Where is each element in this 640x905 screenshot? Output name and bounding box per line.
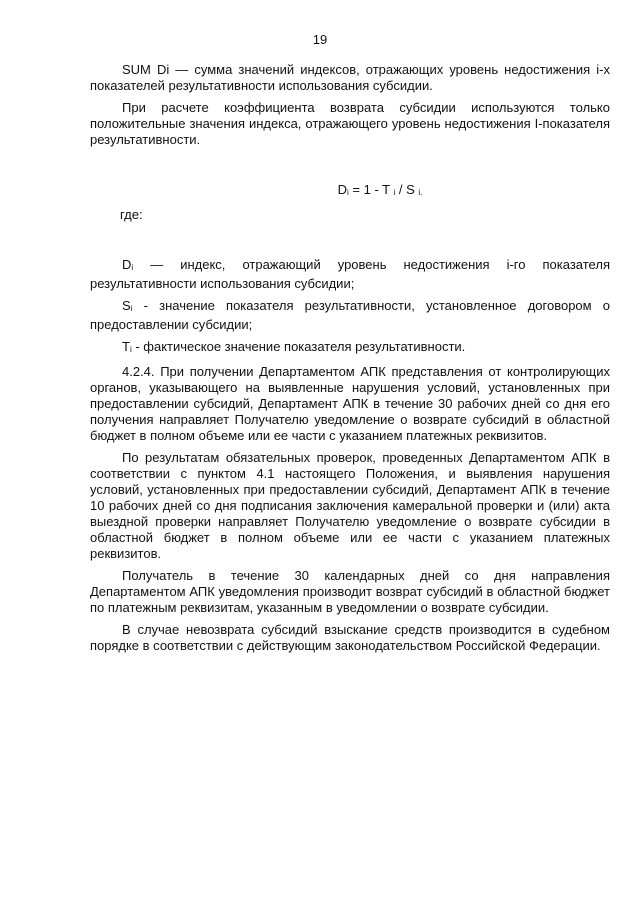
formula-middle: = 1 - T xyxy=(348,182,394,197)
definition-s-symbol: S xyxy=(122,298,131,313)
page-number: 19 xyxy=(312,32,328,47)
formula-d-symbol: D xyxy=(337,182,347,197)
definition-d xyxy=(90,257,610,292)
where-label: где: xyxy=(120,207,143,222)
definition-d-text: — индекс, отражающий уровень недостижения i-го показателя результативности использования субсидии; xyxy=(90,257,610,291)
paragraph-4-2-4: 4.2.4. При получении Департаментом АПК представления от контролирующих органов, указывающего на выявленные нарушения условий, установленных при предоставлении субсидий, Департамент АПК в течение 30 рабочих дней со дня его получения направляет Получателю уведомление о возврате субсидий в областной бюджет в полном объеме или ее части с указанием платежных реквизитов. xyxy=(90,364,610,443)
paragraph-court-recovery: В случае невозврата субсидий взыскание средств производится в судебном порядке в соответствии с действующим законодательством Российской Федерации. xyxy=(90,622,610,653)
formula-s-subscript: i. xyxy=(418,188,423,197)
definition-d-symbol: D xyxy=(122,257,132,272)
definition-s-text: - значение показателя результативности, установленное договором о предоставлении субсидии; xyxy=(90,298,610,332)
formula-d-subscript: i xyxy=(347,188,349,197)
paragraph-inspection-results: По результатам обязательных проверок, проведенных Департаментом АПК в соответствии с пунктом 4.1 настоящего Положения, и выявления нарушения условий, установленных при предоставлении субсидий, Департамент АПК в течение 10 рабочих дней со дня подписания заключения камеральной проверки и (или) акта выездной проверки направляет Получателю уведомление о возврате субсидии в областной бюджет в полном объеме или ее части с указанием платежных реквизитов. xyxy=(90,450,610,561)
definition-t xyxy=(90,339,610,358)
paragraph-recipient-return: Получатель в течение 30 календарных дней со дня направления Департаментом АПК уведомления производит возврат субсидий в областной бюджет по платежным реквизитам, указанным в уведомлении о возврате субсидии. xyxy=(90,568,610,615)
paragraph-sum-d: SUM Di — сумма значений индексов, отражающих уровень недостижения i-х показателей результативности использования субсидии. xyxy=(90,62,610,93)
definition-t-subscript: i xyxy=(129,345,132,354)
formula-d xyxy=(90,182,610,201)
document-body xyxy=(90,62,610,660)
definition-s-subscript: i xyxy=(130,304,133,313)
formula-slash: / S xyxy=(395,182,419,197)
paragraph-positive-values: При расчете коэффициента возврата субсидии используются только положительные значения индекса, отражающего уровень недостижения I-показателя результативности. xyxy=(90,100,610,147)
formula-t-subscript: i xyxy=(393,188,396,197)
definition-d-subscript: i xyxy=(131,263,134,272)
definition-t-symbol: T xyxy=(122,339,130,354)
definition-s xyxy=(90,298,610,333)
definition-t-text: - фактическое значение показателя результативности. xyxy=(131,339,466,354)
